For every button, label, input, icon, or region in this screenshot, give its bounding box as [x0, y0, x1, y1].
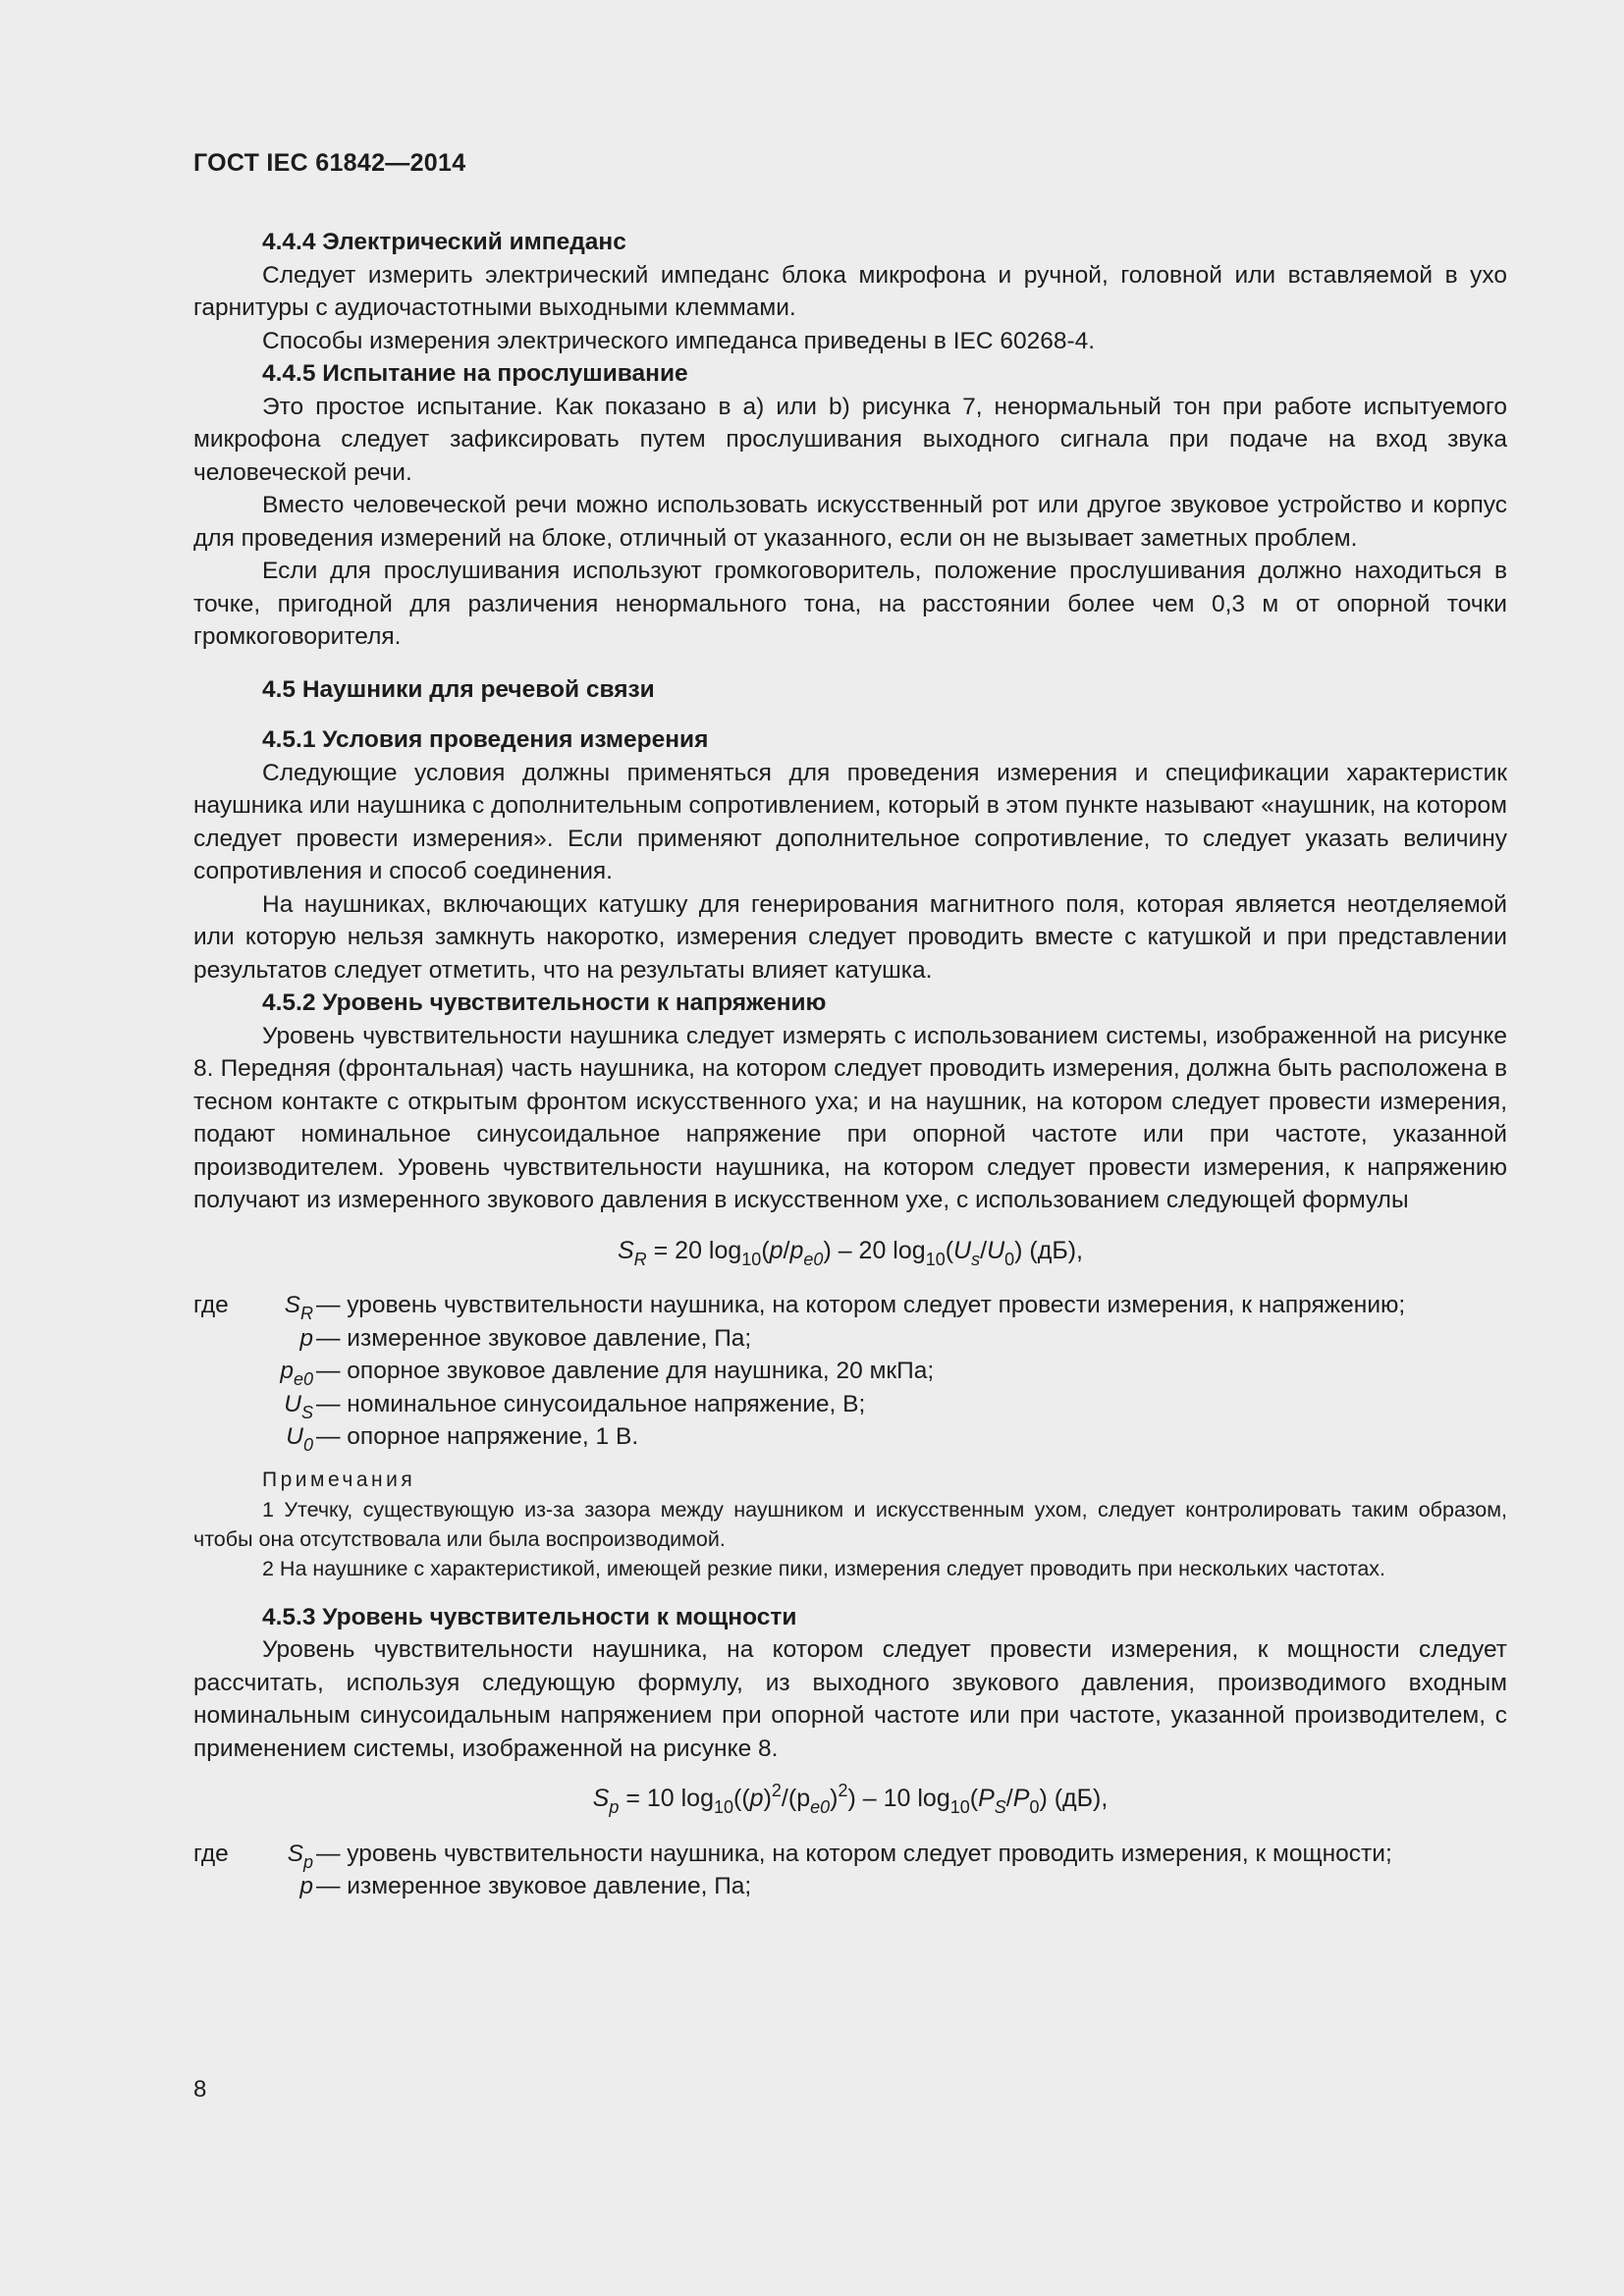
- paragraph: На наушниках, включающих катушку для генерирования магнитного поля, которая является неотделяемой или которую нельзя замкнуть накоротко, измерения следует проводить вместе с катушкой и при представлении результатов следует отметить, что на результаты влияет катушка.: [193, 890, 1507, 984]
- section-heading-4-4-4: 4.4.4 Электрический импеданс: [262, 229, 626, 255]
- document-body: [193, 226, 1507, 1903]
- formula-power-sensitivity: $S_p = 10$ $\log_{10}((p)^2/(p_{e0})^2) - 10$ $\log_{10}(P_S/P_0)$ (дБ),: [592, 1781, 1109, 1817]
- paragraph: Это простое испытание. Как показано в а) или b) рисунка 7, ненормальный тон при работе испытуемого микрофона следует зафиксировать путем прослушивания выходного сигнала при подаче на вход звука человеческой речи.: [193, 393, 1507, 486]
- definition-item: $U_0$ — опорное напряжение, 1 В.: [286, 1423, 639, 1455]
- note-item: 2 На наушнике с характеристикой, имеющей резкие пики, измерения следует проводить при нескольких частотах.: [262, 1556, 1385, 1580]
- formula-voltage-sensitivity: $S_R = 20$ $\log_{10}(p/p_{e0}) - 20$ $\log_{10}(U_s/U_0)$ (дБ),: [617, 1236, 1084, 1269]
- section-heading-4-5-1: 4.5.1 Условия проведения измерения: [262, 726, 709, 753]
- notes-title: Примечания: [262, 1468, 416, 1491]
- definitions-list: [193, 1838, 1507, 1903]
- paragraph: Вместо человеческой речи можно использовать искусственный рот или другое звуковое устройство и корпус для проведения измерений на блоке, отличный от указанного, если он не вызывает заметных проблем.: [193, 492, 1507, 552]
- paragraph: Способы измерения электрического импеданса приведены в IEC 60268-4.: [262, 327, 1096, 354]
- definition-item: где $S_p$ — уровень чувствительности наушника, на котором следует проводить измерения, к мощности;: [193, 1840, 1392, 1872]
- paragraph: Следует измерить электрический импеданс блока микрофона и ручной, головной или вставляемой в ухо гарнитуры с аудиочастотными выходными клеммами.: [193, 261, 1507, 321]
- section-heading-4-5-3: 4.5.3 Уровень чувствительности к мощности: [262, 1603, 797, 1630]
- document-header: ГОСТ IEC 61842—2014: [193, 149, 466, 177]
- paragraph: Уровень чувствительности наушника, на котором следует провести измерения, к мощности следует рассчитать, используя следующую формулу, из выходного звукового давления, производимого входным номинальным синусоидальным напряжением при опорной частоте или при частоте, указанной производителем, с применением системы, изображенной на рисунке 8.: [193, 1636, 1507, 1762]
- section-heading-4-4-5: 4.4.5 Испытание на прослушивание: [262, 360, 688, 387]
- definition-item: p — измеренное звуковое давление, Па;: [299, 1873, 752, 1899]
- note-item: 1 Утечку, существующую из-за зазора между наушником и искусственным ухом, следует контролировать таким образом, чтобы она отсутствовала или была воспроизводимой.: [193, 1497, 1507, 1551]
- definition-item: p — измеренное звуковое давление, Па;: [299, 1324, 752, 1352]
- definition-item: $U_S$ — номинальное синусоидальное напряжение, В;: [284, 1390, 866, 1422]
- paragraph: Если для прослушивания используют громкоговоритель, положение прослушивания должно находиться в точке, пригодной для различения ненормального тона, на расстоянии более чем 0,3 м от опорной точки громкоговорителя.: [193, 558, 1507, 650]
- section-heading-4-5: 4.5 Наушники для речевой связи: [262, 675, 655, 703]
- section-heading-4-5-2: 4.5.2 Уровень чувствительности к напряжению: [262, 989, 827, 1016]
- definition-item: $p_{e0}$ — опорное звуковое давление для наушника, 20 мкПа;: [280, 1358, 935, 1389]
- paragraph: Уровень чувствительности наушника следует измерять с использованием системы, изображенной на рисунке 8. Передняя (фронтальная) часть наушника, на котором следует проводить измерения, должна быть расположена в тесном контакте с открытым фронтом искусственного уха; и на наушник, на котором следует провести измерения, подают номинальное синусоидальное напряжение при опорной частоте или при частоте, указанной производителем. Уровень чувствительности наушника, на котором следует провести измерения, к напряжению получают из измеренного звукового давления в искусственном ухе, с использованием следующей формулы: [193, 1022, 1507, 1213]
- definition-item: где $S_R$ — уровень чувствительности наушника, на котором следует провести измерения, к напряжению;: [193, 1292, 1406, 1323]
- page-number: 8: [193, 2076, 207, 2103]
- paragraph: Следующие условия должны применяться для проведения измерения и спецификации характеристик наушника или наушника с дополнительным сопротивлением, который в этом пункте называют «наушник, на котором следует провести измерения». Если применяют дополнительное сопротивление, то следует указать величину сопротивления и способ соединения.: [193, 759, 1507, 884]
- definitions-list: [193, 1289, 1507, 1454]
